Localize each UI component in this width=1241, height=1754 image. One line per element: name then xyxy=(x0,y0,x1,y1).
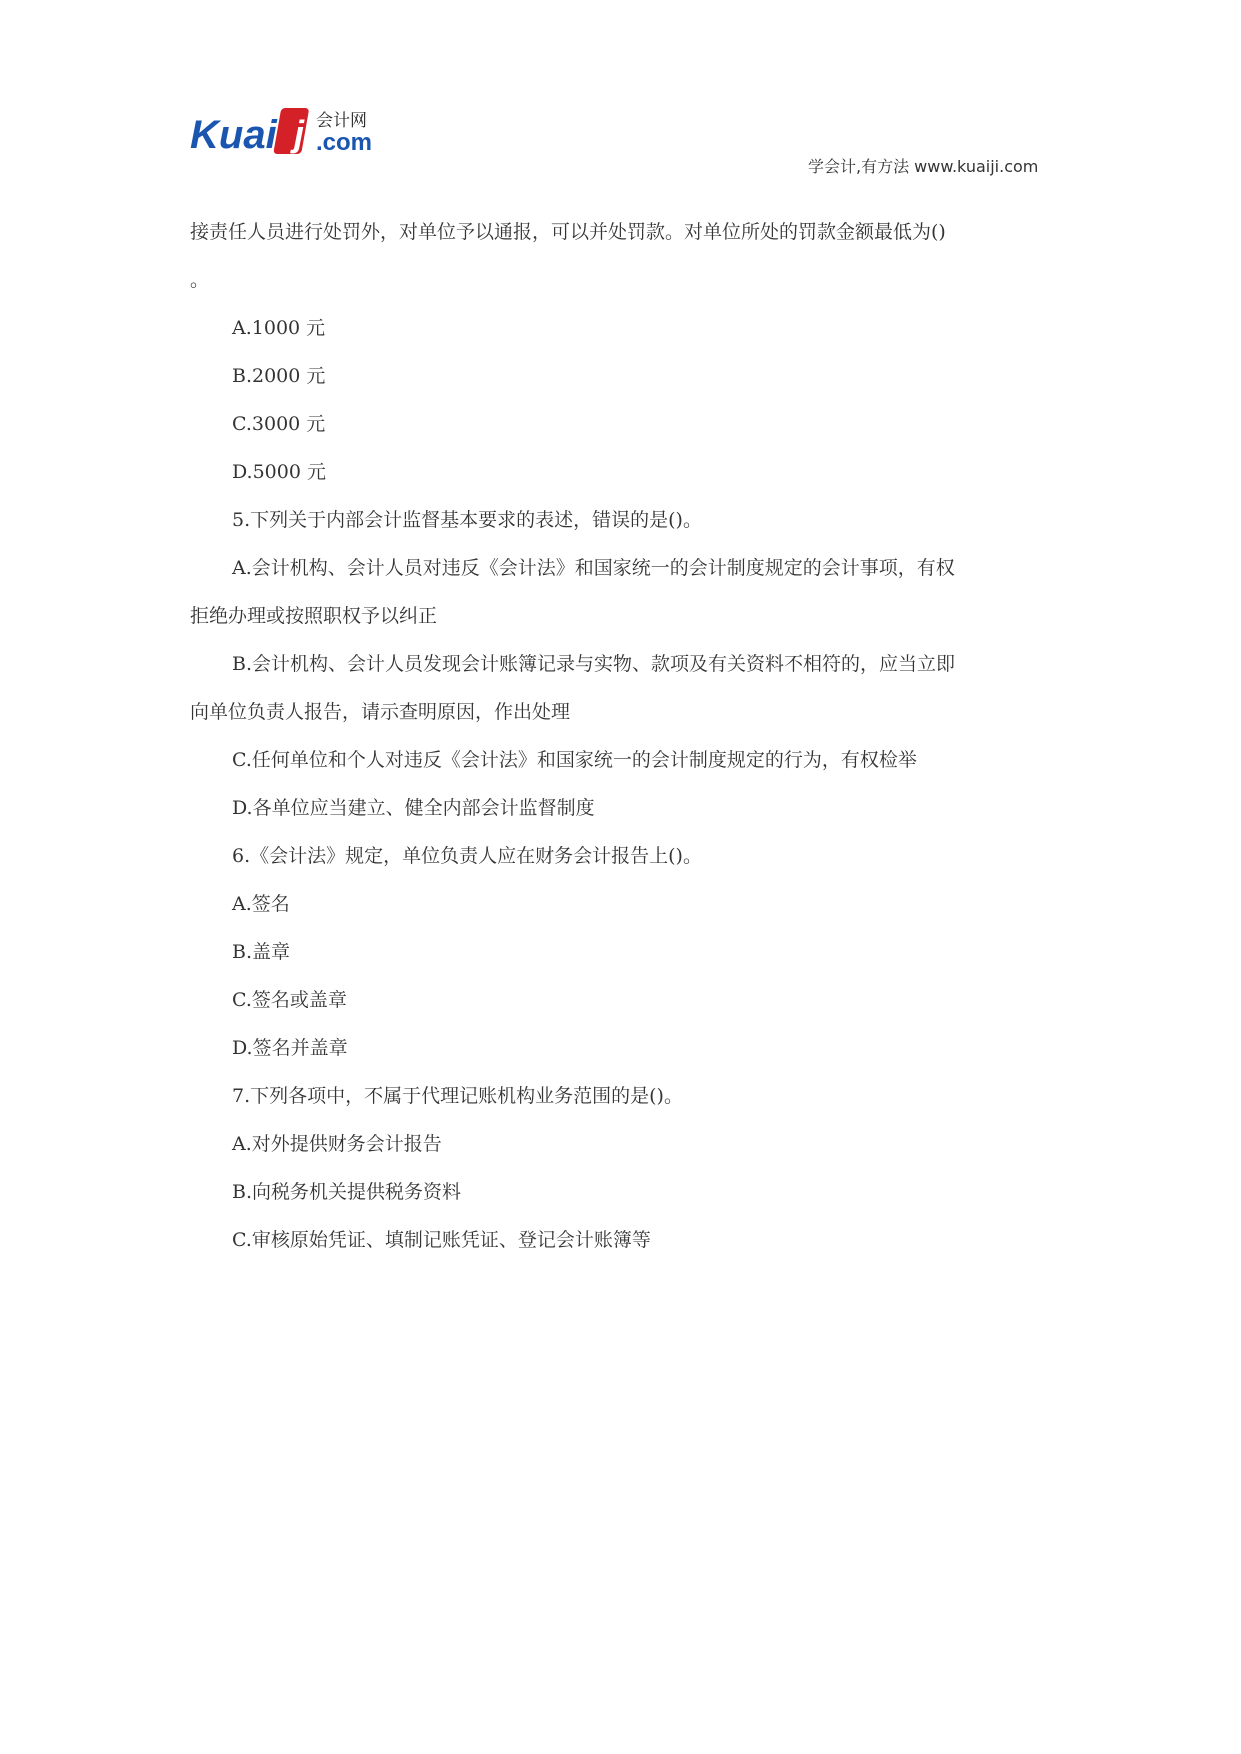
option-a: A.1000 元 xyxy=(232,317,326,339)
header-tagline: 学会计,有方法 www.kuaiji.com xyxy=(808,157,1039,176)
svg-text:ji: ji xyxy=(294,113,315,154)
option-c: C.3000 元 xyxy=(232,413,326,435)
option-b-continued: 向单位负责人报告，请示查明原因，作出处理 xyxy=(190,701,571,723)
option-b: B.盖章 xyxy=(232,941,291,963)
svg-text:.com: .com xyxy=(316,129,373,156)
option-a: A.签名 xyxy=(232,893,290,915)
kuaiji-logo xyxy=(190,104,400,160)
document-body xyxy=(190,208,1050,1264)
question-6: 6.《会计法》规定，单位负责人应在财务会计报告上()。 xyxy=(232,845,702,867)
option-d: D.5000 元 xyxy=(232,461,326,483)
option-b: B.2000 元 xyxy=(232,365,326,387)
option-c: C.审核原始凭证、填制记账凭证、登记会计账簿等 xyxy=(232,1229,651,1251)
question-7: 7.下列各项中，不属于代理记账机构业务范围的是()。 xyxy=(232,1085,683,1107)
option-a-continued: 拒绝办理或按照职权予以纠正 xyxy=(190,605,438,627)
option-d: D.各单位应当建立、健全内部会计监督制度 xyxy=(232,797,595,819)
svg-text:Kuai: Kuai xyxy=(190,113,277,157)
option-c: C.任何单位和个人对违反《会计法》和国家统一的会计制度规定的行为，有权检举 xyxy=(232,749,917,771)
paragraph-continued: 接责任人员进行处罚外，对单位予以通报，可以并处罚款。对单位所处的罚款金额最低为() xyxy=(190,221,946,243)
option-d: D.签名并盖章 xyxy=(232,1037,348,1059)
option-a: A.会计机构、会计人员对违反《会计法》和国家统一的会计制度规定的会计事项，有权 xyxy=(232,557,955,579)
option-a: A.对外提供财务会计报告 xyxy=(232,1133,442,1155)
option-b: B.向税务机关提供税务资料 xyxy=(232,1181,462,1203)
svg-text:会计网: 会计网 xyxy=(316,111,367,131)
question-5: 5.下列关于内部会计监督基本要求的表述，错误的是()。 xyxy=(232,509,702,531)
option-c: C.签名或盖章 xyxy=(232,989,347,1011)
option-b: B.会计机构、会计人员发现会计账簿记录与实物、款项及有关资料不相符的，应当立即 xyxy=(232,653,956,675)
paragraph-end: 。 xyxy=(190,269,210,291)
